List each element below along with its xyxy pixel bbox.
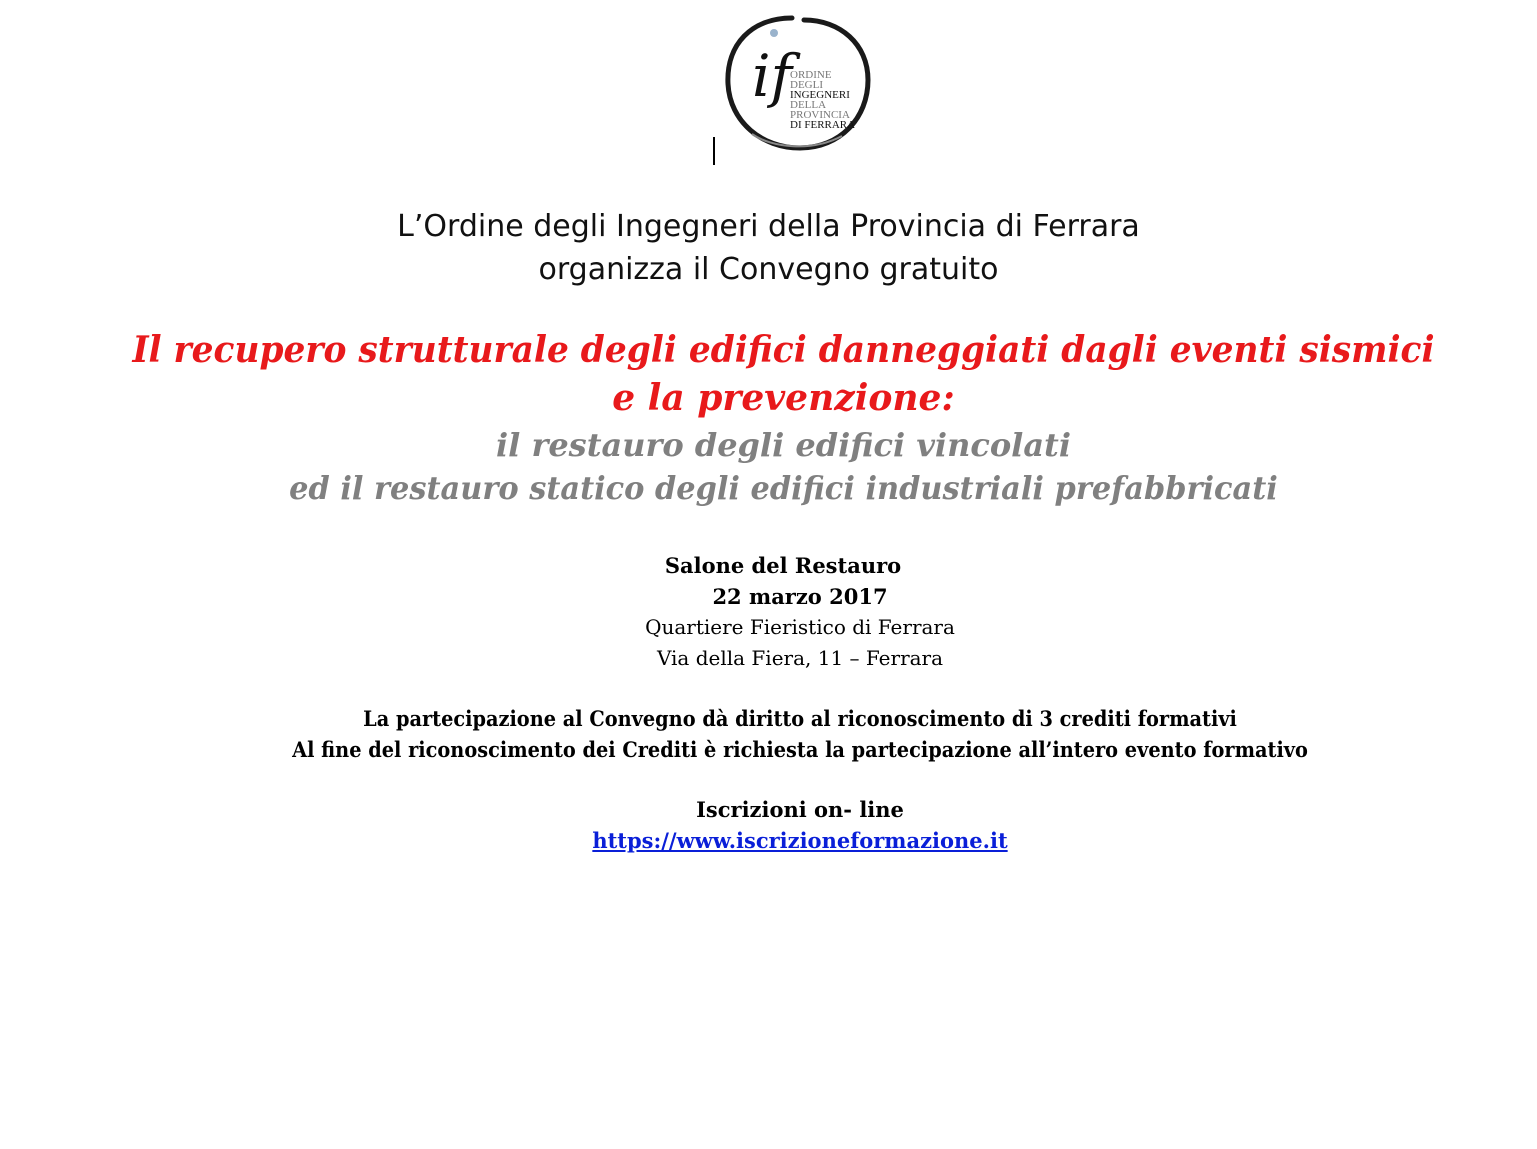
credits-line-2: Al fine del riconoscimento dei Crediti è richiesta la partecipazione all’intero evento formativo xyxy=(292,737,1308,762)
logo-line-6: DI FERRARA xyxy=(790,119,856,131)
event-title-line-2: e la prevenzione: xyxy=(612,377,955,419)
event-place: Quartiere Fieristico di Ferrara xyxy=(645,615,955,639)
event-title-line-1: Il recupero strutturale degli edifici danneggiati dagli eventi sismici xyxy=(132,329,1435,371)
event-subtitle xyxy=(0,424,1537,510)
venue-block xyxy=(0,551,1537,673)
event-title xyxy=(0,326,1537,422)
logo-line-4: DELLA xyxy=(790,99,827,111)
credits-line-1: La partecipazione al Convegno dà diritto al riconoscimento di 3 crediti formativi xyxy=(363,706,1237,731)
logo-line-1: ORDINE xyxy=(790,69,832,81)
logo-line-2: DEGLI xyxy=(790,79,823,91)
event-date: 22 marzo 2017 xyxy=(712,583,888,609)
logo-line-3: INGEGNERI xyxy=(790,89,850,101)
event-subtitle-line-1: il restauro degli edifici vincolati xyxy=(496,426,1071,464)
signup-link[interactable]: https://www.iscrizioneformazione.it xyxy=(592,828,1008,853)
intro-line-1: L’Ordine degli Ingegneri della Provincia di Ferrara xyxy=(397,209,1140,244)
intro-block xyxy=(0,205,1537,291)
organization-logo xyxy=(722,14,874,152)
intro-line-2: organizza il Convegno gratuito xyxy=(538,252,999,287)
event-address: Via della Fiera, 11 – Ferrara xyxy=(656,645,944,670)
credits-block xyxy=(0,703,1537,765)
logo-line-5: PROVINCIA xyxy=(790,109,850,121)
text-cursor xyxy=(713,137,715,165)
event-name: Salone del Restauro xyxy=(664,553,902,578)
signup-label: Iscrizioni on- line xyxy=(696,797,904,822)
event-subtitle-line-2: ed il restauro statico degli edifici industriali prefabbricati xyxy=(289,469,1278,507)
logo-monogram: if xyxy=(752,42,793,110)
signup-block xyxy=(0,794,1537,856)
